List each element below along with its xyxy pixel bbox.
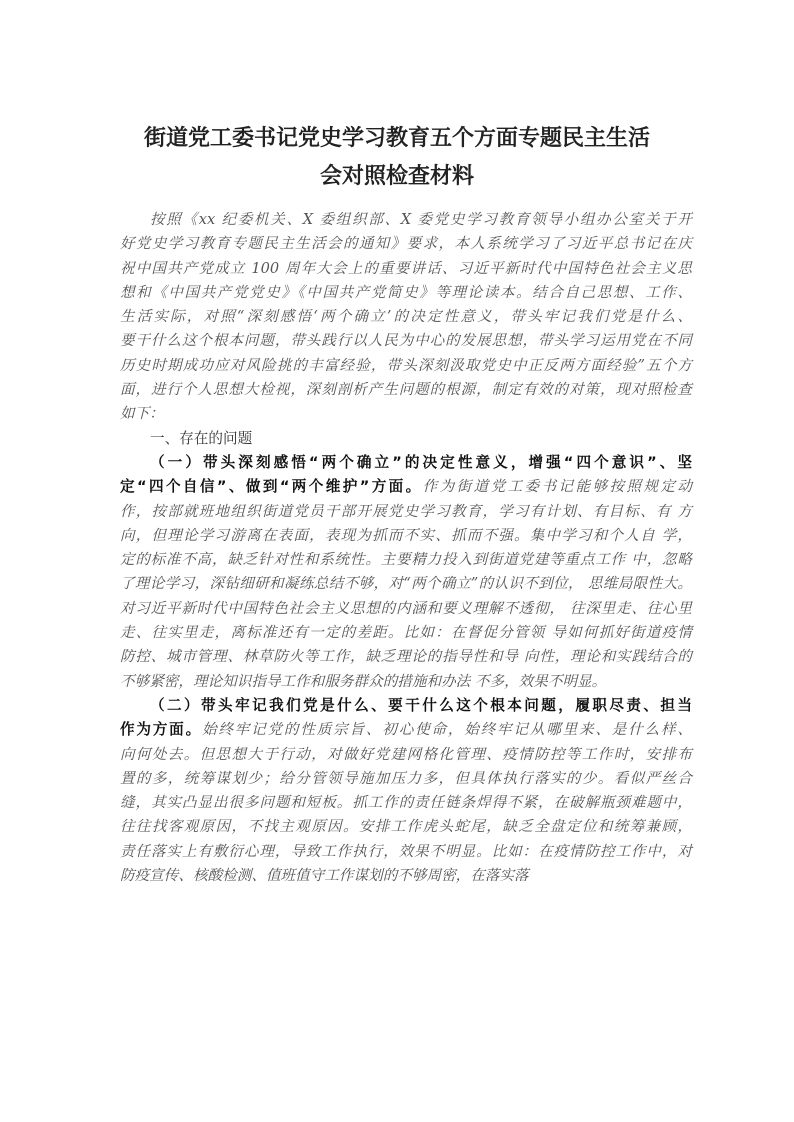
body-text: 向何处去。但思想大于行动，对做好党建网格化管理、疫情防控等工作时，安排布	[120, 745, 692, 763]
bold-heading-text: （二）带头牢记我们党是什么、要干什么这个根本问题，履职尽责、担当	[150, 696, 692, 714]
text-line	[120, 208, 692, 232]
text-line	[120, 232, 692, 256]
text-line	[120, 524, 692, 548]
body-text: 如下：	[120, 405, 164, 423]
text-line	[120, 791, 692, 815]
body-text: 作，按部就班地组织街道党员干部开展党史学习教育，学习有计划、有目标、有 方	[120, 502, 692, 520]
text-line	[120, 427, 692, 451]
text-line	[120, 767, 692, 791]
body-text: 责任落实上有敷衍心理，导致工作执行，效果不明显。比如：在疫情防控工作中，对	[120, 842, 692, 860]
text-line	[120, 281, 692, 305]
document-title-line-1: 街道党工委书记党史学习教育五个方面专题民主生活	[143, 126, 650, 151]
document-body	[120, 208, 692, 888]
body-text: 按照《xx 纪委机关、X 委组织部、X 委党史学习教育领导小组办公室关于开	[150, 211, 692, 228]
text-line	[120, 621, 692, 645]
text-line	[120, 815, 692, 839]
body-text: 面，进行个人思想大检视，深刻剖析产生问题的根源，制定有效的对策，现对照检查	[120, 381, 692, 399]
text-line	[120, 572, 692, 596]
text-line	[120, 840, 692, 864]
text-line	[120, 597, 692, 621]
text-line	[120, 743, 692, 767]
text-line	[120, 718, 692, 742]
body-text: 一、存在的问题	[150, 429, 253, 447]
text-line	[120, 305, 692, 329]
text-line	[120, 694, 692, 718]
text-line	[120, 257, 692, 281]
bold-heading-text: 定“四个自信”、做到“两个维护”方面。	[120, 478, 423, 496]
document-title-line-2: 会对照检查材料	[319, 164, 474, 189]
text-line	[120, 548, 692, 572]
body-text: 不够紧密，理论知识指导工作和服务群众的措施和办法 不多，效果不明显。	[120, 672, 607, 690]
text-line	[120, 475, 692, 499]
body-text: 定的标准不高，缺乏针对性和系统性。主要精力投入到街道党建等重点工作 中，忽略	[120, 551, 692, 569]
body-text: 生活实际，对照“深刻感悟‘两个确立’的决定性意义，带头牢记我们党是什么、	[120, 308, 692, 326]
body-text: 缝，其实凸显出很多问题和短板。抓工作的责任链条焊得不紧，在破解瓶颈难题中，	[120, 794, 692, 812]
text-line	[120, 645, 692, 669]
text-line	[120, 329, 692, 353]
body-text: 对习近平新时代中国特色社会主义思想的内涵和要义理解不透彻， 往深里走、往心里	[120, 599, 692, 617]
body-text: 防控、城市管理、林草防火等工作，缺乏理论的指导性和导 向性，理论和实践结合的	[120, 648, 692, 666]
body-text: 好党史学习教育专题民主生活会的通知》要求，本人系统学习了习近平总书记在庆	[120, 235, 692, 253]
body-text: 始终牢记党的性质宗旨、初心使命，始终牢记从哪里来、是什么样、	[201, 721, 692, 739]
text-line	[120, 354, 692, 378]
body-text: 防疫宣传、核酸检测、值班值守工作谋划的不够周密，在落实落	[120, 867, 529, 885]
bold-heading-text: 作为方面。	[120, 721, 202, 739]
text-line	[120, 378, 692, 402]
text-line	[120, 864, 692, 888]
text-line	[120, 500, 692, 524]
body-text: 作为街道党工委书记能够按照规定动	[422, 478, 692, 496]
body-text: 想和《中国共产党党史》《中国共产党简史》等理论读本。结合自己思想、工作、	[120, 283, 692, 301]
body-text: 走、往实里走，离标准还有一定的差距。比如：在督促分管领 导如何抓好街道疫情	[120, 624, 692, 642]
body-text: 置的多，统筹谋划少；给分管领导施加压力多，但具体执行落实的少。看似严丝合	[120, 769, 692, 787]
body-text: 历史时期成功应对风险挑的丰富经验，带头深刻汲取党史中正反两方面经验”五个方	[120, 356, 692, 374]
text-line	[120, 402, 692, 426]
bold-heading-text: （一）带头深刻感悟“两个确立”的决定性意义，增强“四个意识”、坚	[150, 453, 692, 471]
text-line	[120, 451, 692, 475]
text-line	[120, 670, 692, 694]
body-text: 要干什么这个根本问题，带头践行以人民为中心的发展思想，带头学习运用党在不同	[120, 332, 692, 350]
body-text: 向，但理论学习游离在表面，表现为抓而不实、抓而不强。集中学习和个人自 学，	[120, 526, 692, 544]
body-text: 祝中国共产党成立 100 周年大会上的重要讲话、习近平新时代中国特色社会主义思	[120, 259, 692, 277]
body-text: 往往找客观原因，不找主观原因。安排工作虎头蛇尾，缺乏全盘定位和统筹兼顾，	[120, 818, 692, 836]
body-text: 了理论学习，深钻细研和凝练总结不够，对“两个确立”的认识不到位， 思维局限性大。	[120, 575, 692, 593]
